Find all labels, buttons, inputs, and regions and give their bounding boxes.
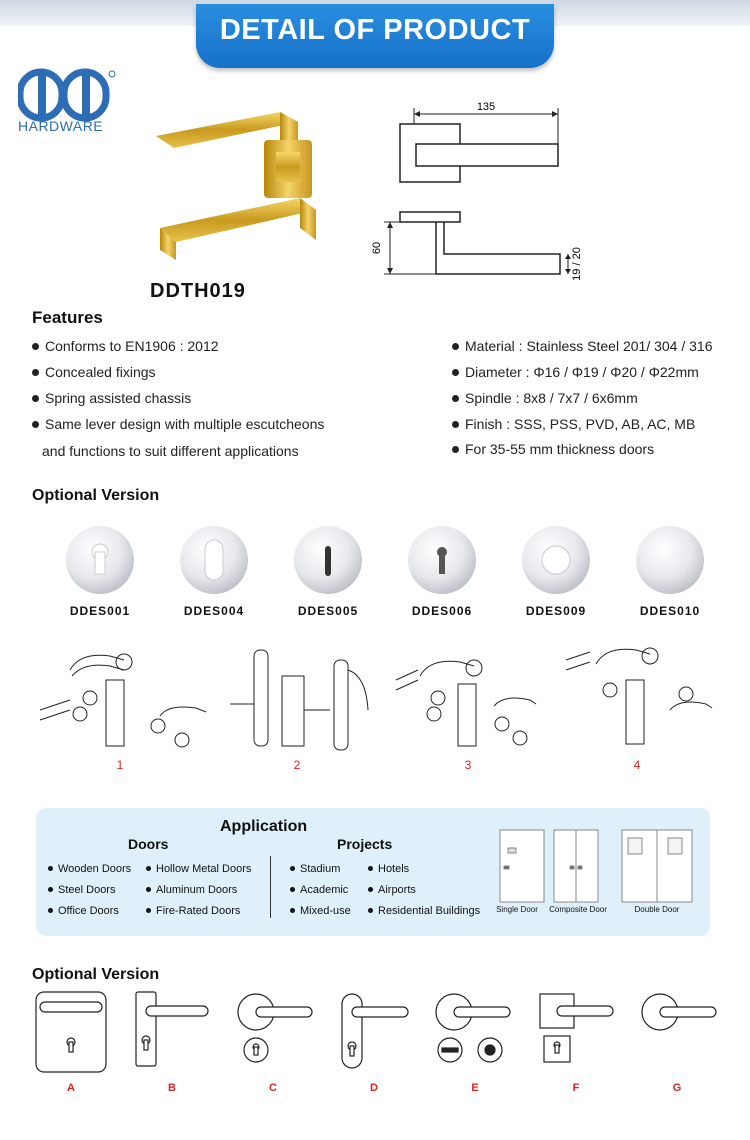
door-caption-double: Double Door (634, 905, 680, 914)
optional-version-title-2: Optional Version (32, 966, 160, 983)
page-title: DETAIL OF PRODUCT (219, 14, 531, 46)
option-letter-a: A (67, 1082, 75, 1094)
rose-ddes006 (408, 526, 476, 594)
column-divider (270, 856, 271, 918)
project-type-item: Academic (290, 884, 348, 896)
features-title: Features (32, 308, 103, 327)
product-model: DDTH019 (150, 280, 246, 302)
option-letter-g: G (672, 1082, 682, 1094)
installation-diagram-2 (230, 650, 368, 750)
option-b-long-plate (136, 992, 208, 1066)
door-caption-composite: Composite Door (549, 905, 607, 914)
feature-left-4: Same lever design with multiple escutcheons (32, 416, 324, 432)
width-dimension: 135 (476, 101, 496, 113)
project-type-item: Airports (368, 884, 416, 896)
feature-left-3: Spring assisted chassis (32, 390, 191, 406)
option-letter-d: D (370, 1082, 378, 1094)
option-g-rose-only (642, 994, 716, 1030)
application-title: Application (220, 818, 308, 835)
feature-right-1: Material : Stainless Steel 201/ 304 / 316 (452, 338, 712, 354)
project-type-item: Stadium (290, 863, 340, 875)
project-type-item: Hotels (368, 863, 409, 875)
rose-ddes001 (66, 526, 134, 594)
installation-diagram-1 (40, 654, 206, 747)
installation-diagram-3 (396, 660, 536, 746)
composite-door-icon (554, 830, 598, 902)
double-door-icon (622, 830, 692, 902)
rose-code-4: DDES006 (411, 604, 473, 618)
feature-left-1: Conforms to EN1906 : 2012 (32, 338, 219, 354)
door-type-illustrations (490, 826, 700, 904)
installation-diagrams (0, 640, 750, 755)
door-type-item: Aluminum Doors (146, 884, 237, 896)
rose-code-6: DDES010 (639, 604, 701, 618)
rose-escutcheons (0, 518, 750, 602)
option-letter-c: C (269, 1082, 277, 1094)
installation-diagram-4 (566, 648, 712, 744)
feature-right-5: For 35-55 mm thickness doors (452, 441, 654, 457)
option-e-bathroom (436, 994, 510, 1062)
option-letter-e: E (471, 1082, 479, 1094)
single-door-icon (500, 830, 544, 902)
rose-ddes010 (636, 526, 704, 594)
product-image (140, 100, 370, 270)
projects-title: Projects (337, 836, 393, 852)
rose-ddes009 (522, 526, 590, 594)
doors-title: Doors (128, 836, 169, 852)
door-type-item: Fire-Rated Doors (146, 905, 240, 917)
feature-left-2: Concealed fixings (32, 364, 156, 380)
door-type-item: Office Doors (48, 905, 119, 917)
optional-version-title-1: Optional Version (32, 487, 160, 504)
door-type-item: Steel Doors (48, 884, 115, 896)
option-f-square-rose (540, 994, 613, 1062)
option-d-oval-plate (342, 994, 408, 1068)
rose-code-3: DDES005 (297, 604, 359, 618)
door-type-item: Hollow Metal Doors (146, 863, 251, 875)
feature-right-4: Finish : SSS, PSS, PVD, AB, AC, MB (452, 416, 695, 432)
feature-left-continuation: and functions to suit different applications (42, 443, 299, 459)
height-dimension: 60 (371, 241, 383, 255)
feature-right-2: Diameter : Φ16 / Φ19 / Φ20 / Φ22mm (452, 364, 699, 380)
door-caption-single: Single Door (496, 905, 538, 914)
rose-ddes004 (180, 526, 248, 594)
project-type-item: Mixed-use (290, 905, 351, 917)
rose-ddes005 (294, 526, 362, 594)
option-c-rose (238, 994, 312, 1062)
project-type-item: Residential Buildings (368, 905, 480, 917)
rose-code-1: DDES001 (69, 604, 131, 618)
brand-name: HARDWARE (18, 118, 104, 134)
option-letter-b: B (168, 1082, 176, 1094)
step-number-2: 2 (293, 758, 301, 772)
feature-right-3: Spindle : 8x8 / 7x7 / 6x6mm (452, 390, 638, 406)
step-number-4: 4 (633, 758, 641, 772)
rose-code-5: DDES009 (525, 604, 587, 618)
step-number-1: 1 (116, 758, 124, 772)
option-a-plate (36, 992, 106, 1072)
lever-dimension: 19 / 20 (571, 247, 583, 281)
configuration-options (0, 988, 750, 1078)
rose-code-2: DDES004 (183, 604, 245, 618)
header-banner (0, 0, 750, 72)
step-number-3: 3 (464, 758, 472, 772)
option-letter-f: F (572, 1082, 580, 1094)
door-type-item: Wooden Doors (48, 863, 131, 875)
technical-drawing (370, 96, 590, 286)
